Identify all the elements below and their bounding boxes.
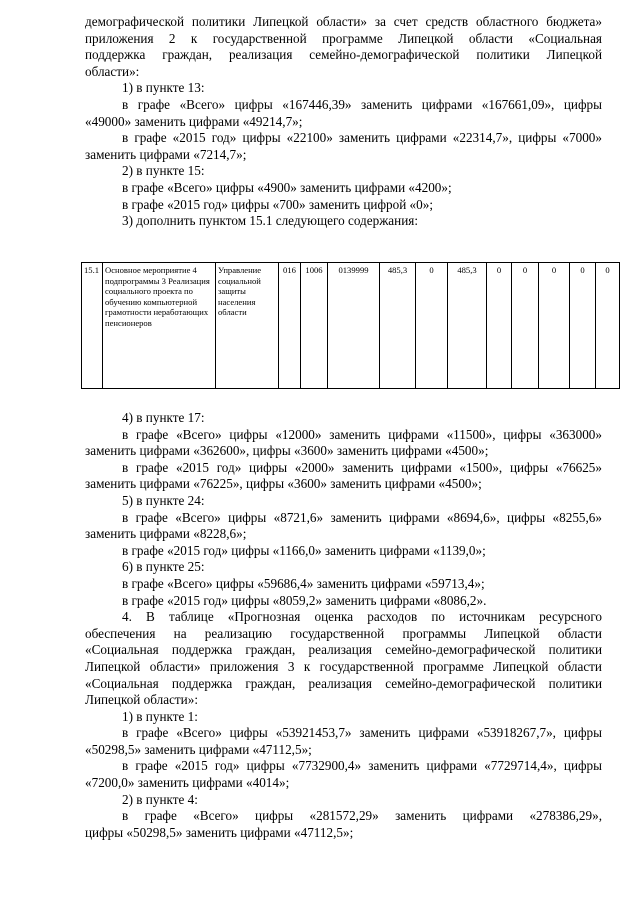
- cell-code-2: 1006: [301, 263, 328, 389]
- text-line: цифры «50298,5» заменить цифрами «47112,5»;: [85, 824, 354, 840]
- text-line: в графе «2015 год» цифры «7732900,4» заменить цифрами «7729714,4», цифры: [122, 758, 602, 774]
- cell-value-2: 0: [416, 263, 448, 389]
- inserted-table-row: [81, 262, 620, 389]
- text-line: 1) в пункте 13:: [122, 80, 205, 96]
- cell-value-4: 0: [487, 263, 512, 389]
- text-line: 1) в пункте 1:: [122, 708, 198, 724]
- text-line: 6) в пункте 25:: [122, 559, 205, 575]
- text-line: области»:: [85, 63, 140, 79]
- text-line: заменить цифрами «362600», цифры «3600» заменить цифрами «4500»;: [85, 443, 489, 459]
- text-line: заменить цифрами «8228,6»;: [85, 526, 247, 542]
- text-line: 2) в пункте 4:: [122, 791, 198, 807]
- table-row: [82, 263, 620, 389]
- text-line: в графе «Всего» цифры «59686,4» заменить цифрами «59713,4»;: [122, 575, 485, 591]
- text-line: в графе «Всего» цифры «281572,29» заменить цифрами «278386,29»,: [122, 808, 602, 824]
- text-line: 2) в пункте 15:: [122, 163, 205, 179]
- text-line: в графе «2015 год» цифры «22100» заменить цифрами «22314,7», цифры «7000»: [122, 130, 602, 146]
- text-line: «49000» заменить цифрами «49214,7»;: [85, 113, 303, 129]
- text-line: 4) в пункте 17:: [122, 410, 205, 425]
- text-line: «Социальная поддержка граждан, реализация семейно-демографической политики: [85, 642, 602, 658]
- text-line: Липецкой области»:: [85, 692, 198, 708]
- text-line: заменить цифрами «76225», цифры «3600» заменить цифрами «4500»;: [85, 476, 482, 492]
- amendment-text-bottom: [85, 410, 602, 841]
- cell-activity-name: Основное мероприятие 4 подпрограммы 3 Реализация социального проекта по обучению компьютерной грамотности неработающих пенсионеров: [103, 263, 216, 389]
- text-line: Липецкой области» приложения 3 к государственной программе Липецкой области: [85, 658, 602, 674]
- cell-executor: Управление социальной защиты населения области: [216, 263, 279, 389]
- text-line: в графе «Всего» цифры «167446,39» заменить цифрами «167661,09», цифры: [122, 96, 602, 112]
- text-line: поддержка граждан, реализация семейно-демографической политики Липецкой: [85, 47, 602, 63]
- text-line: заменить цифрами «7214,7»;: [85, 146, 247, 162]
- cell-value-6: 0: [539, 263, 570, 389]
- cell-number: 15.1: [82, 263, 103, 389]
- amendment-text-top: [85, 14, 602, 230]
- cell-code-3: 0139999: [328, 263, 380, 389]
- text-line: 3) дополнить пунктом 15.1 следующего содержания:: [122, 213, 419, 229]
- text-line: 4. В таблице «Прогнозная оценка расходов по источникам ресурсного: [122, 609, 602, 625]
- text-line: «50298,5» заменить цифрами «47112,5»;: [85, 741, 312, 757]
- text-line: 5) в пункте 24:: [122, 492, 205, 508]
- text-line: «Социальная поддержка граждан, реализация семейно-демографической политики: [85, 675, 602, 691]
- cell-code-1: 016: [279, 263, 301, 389]
- text-line: в графе «Всего» цифры «53921453,7» заменить цифрами «53918267,7», цифры: [122, 725, 602, 741]
- text-line: в графе «2015 год» цифры «700» заменить цифрой «0»;: [122, 196, 434, 212]
- text-line: приложения 2 к государственной программе Липецкой области «Социальная: [85, 30, 602, 46]
- text-line: в графе «2015 год» цифры «2000» заменить цифрами «1500», цифры «76625»: [122, 459, 602, 475]
- text-line: демографической политики Липецкой области» за счет средств областного бюджета»: [85, 14, 602, 29]
- cell-value-8: 0: [596, 263, 620, 389]
- text-line: в графе «Всего» цифры «4900» заменить цифрами «4200»;: [122, 179, 452, 195]
- cell-value-1: 485,3: [380, 263, 416, 389]
- text-line: «7200,0» заменить цифрами «4014»;: [85, 775, 290, 791]
- text-line: обеспечения на реализацию государственной программы Липецкой области: [85, 625, 602, 641]
- text-line: в графе «2015 год» цифры «1166,0» заменить цифрами «1139,0»;: [122, 542, 486, 558]
- cell-value-7: 0: [570, 263, 596, 389]
- cell-value-5: 0: [512, 263, 539, 389]
- cell-value-3: 485,3: [448, 263, 487, 389]
- text-line: в графе «Всего» цифры «12000» заменить цифрами «11500», цифры «363000»: [122, 426, 602, 442]
- text-line: в графе «Всего» цифры «8721,6» заменить цифрами «8694,6», цифры «8255,6»: [122, 509, 602, 525]
- text-line: в графе «2015 год» цифры «8059,2» заменить цифрами «8086,2».: [122, 592, 487, 608]
